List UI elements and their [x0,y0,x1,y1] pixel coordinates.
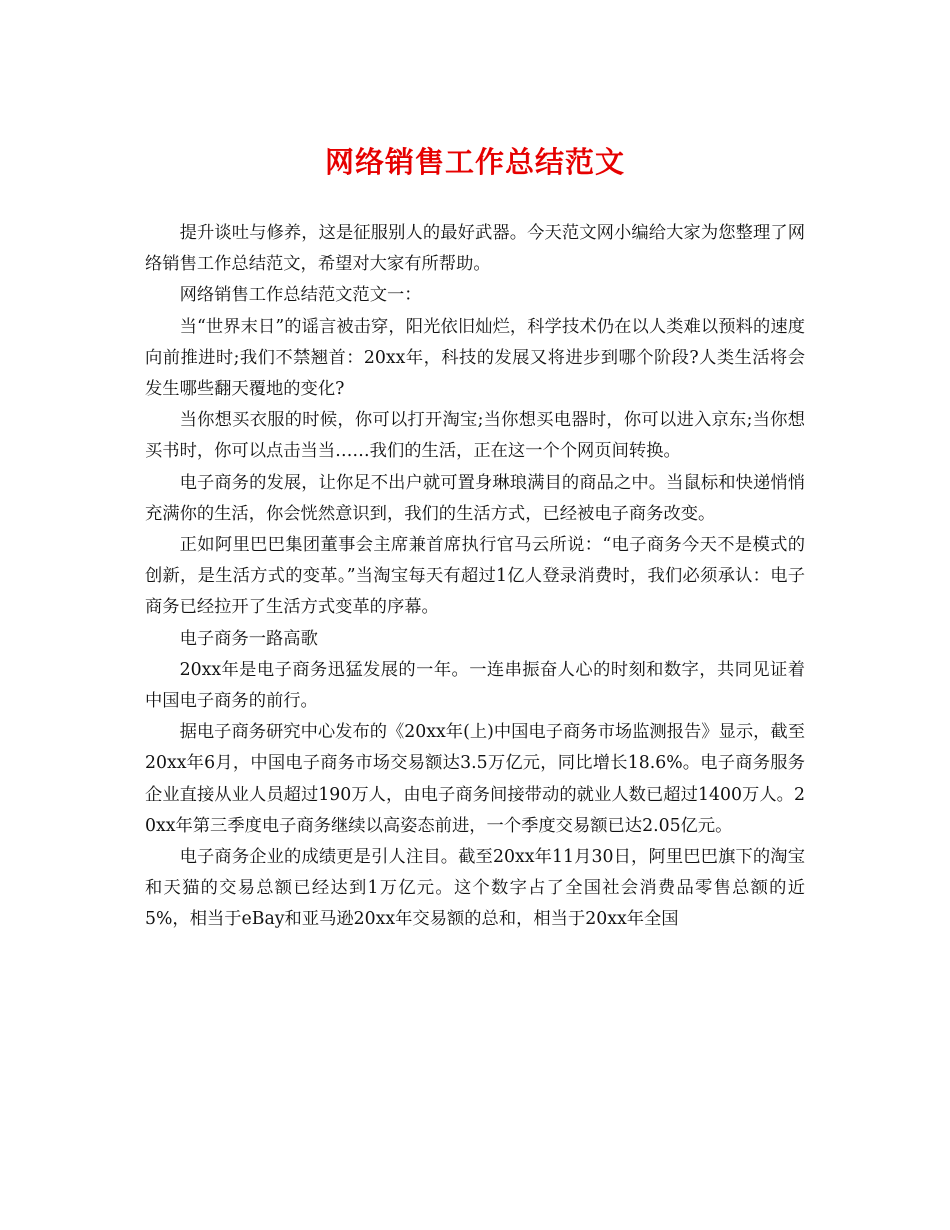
paragraph-intro: 提升谈吐与修养，这是征服别人的最好武器。今天范文网小编给大家为您整理了网络销售工作总结范文，希望对大家有所帮助。 [145,223,805,275]
paragraph-doomsday: 当“世界末日”的谣言被击穿，阳光依旧灿烂，科学技术仍在以人类难以预料的速度向前推进时;我们不禁翘首：20xx年，科技的发展又将进步到哪个阶段?人类生活将会发生哪些翻天覆地的变化? [145,316,805,400]
document-body [145,218,805,936]
paragraph-ecommerce-development: 电子商务的发展，让你足不出户就可置身琳琅满目的商品之中。当鼠标和快递悄悄充满你的生活，你会恍然意识到，我们的生活方式，已经被电子商务改变。 [145,472,805,524]
paragraph-subheading: 电子商务一路高歌 [179,628,318,649]
paragraph-company-results: 电子商务企业的成绩更是引人注目。截至20xx年11月30日，阿里巴巴旗下的淘宝和天猫的交易总额已经达到1万亿元。这个数字占了全国社会消费品零售总额的近5%，相当于eBay和亚马逊20xx年交易额的总和，相当于20xx年全国 [145,847,805,930]
paragraph-section-heading: 网络销售工作总结范文范文一： [179,285,422,306]
paragraph-report-statistics: 据电子商务研究中心发布的《20xx年(上)中国电子商务市场监测报告》显示，截至20xx年6月，中国电子商务市场交易额达3.5万亿元，同比增长18.6%。电子商务服务企业直接从业人员超过190万人，由电子商务间接带动的就业人数已超过1400万人。20xx年第三季度电子商务继续以高姿态前进，一个季度交易额已达2.05亿元。 [145,722,805,836]
paragraph-shopping: 当你想买衣服的时候，你可以打开淘宝;当你想买电器时，你可以进入京东;当你想买书时，你可以点击当当……我们的生活，正在这一个个网页间转换。 [145,410,805,462]
paragraph-year-overview: 20xx年是电子商务迅猛发展的一年。一连串振奋人心的时刻和数字，共同见证着中国电子商务的前行。 [145,659,805,712]
document-title: 网络销售工作总结范文 [324,145,625,179]
paragraph-jack-ma-quote: 正如阿里巴巴集团董事会主席兼首席执行官马云所说：“电子商务今天不是模式的创新，是生活方式的变革。”当淘宝每天有超过1亿人登录消费时，我们必须承认：电子商务已经拉开了生活方式变革的序幕。 [145,535,805,618]
